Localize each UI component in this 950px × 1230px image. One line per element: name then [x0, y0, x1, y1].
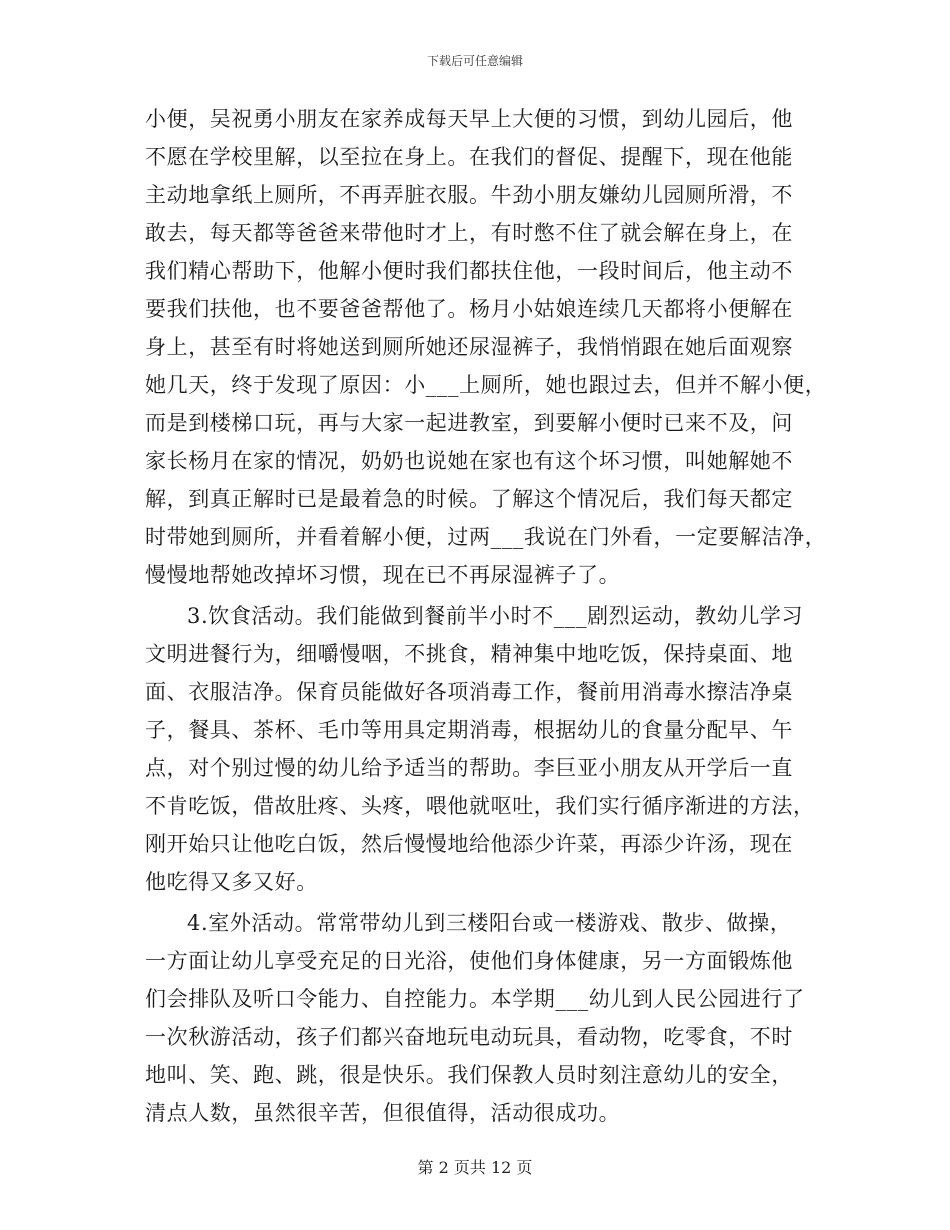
text-line: 小便，吴祝勇小朋友在家养成每天早上大便的习惯，到幼儿园后，他 [145, 107, 793, 131]
text-line: 清点人数，虽然很辛苦，但很值得，活动很成功。 [145, 1101, 621, 1125]
text-line: 地叫、笑、跑、跳，很是快乐。我们保教人员时刻注意幼儿的安全， [145, 1063, 793, 1087]
text-line: 文明进餐行为，细嚼慢咽，不挑食，精神集中地吃饭，保持桌面、地 [145, 642, 793, 666]
text-line: 主动地拿纸上厕所，不再弄脏衣服。牛劲小朋友嫌幼儿园厕所滑，不 [145, 183, 793, 207]
text-line: 而是到楼梯口玩，再与大家一起进教室，到要解小便时已来不及，问 [145, 411, 793, 435]
text-line: 不愿在学校里解，以至拉在身上。在我们的督促、提醒下，现在他能 [145, 145, 793, 169]
page-number-footer: 第 2 页共 12 页 [417, 1158, 533, 1177]
text-line: 刚开始只让他吃白饭，然后慢慢地给他添少许菜，再添少许汤，现在 [145, 832, 793, 856]
paragraph-first-line: 3.饮食活动。我们能做到餐前半小时不___剧烈运动，教幼儿学习 [187, 604, 804, 628]
text-line: 点，对个别过慢的幼儿给予适当的帮助。李巨亚小朋友从开学后一直 [145, 756, 793, 780]
text-line: 一次秋游活动，孩子们都兴奋地玩电动玩具，看动物，吃零食，不时 [145, 1025, 793, 1049]
page-header: 下载后可任意编辑 [426, 54, 523, 68]
text-line: 子，餐具、茶杯、毛巾等用具定期消毒，根据幼儿的食量分配早、午 [145, 718, 793, 742]
text-line: 她几天，终于发现了原因：小___上厕所，她也跟过去，但并不解小便， [145, 373, 827, 397]
text-line: 他吃得又多又好。 [145, 870, 318, 894]
text-line: 身上，甚至有时将她送到厕所她还尿湿裤子，我悄悄跟在她后面观察 [145, 335, 793, 359]
text-line: 解，到真正解时已是最着急的时候。了解这个情况后，我们每天都定 [145, 487, 793, 511]
text-line: 慢慢地帮她改掉坏习惯，现在已不再尿湿裤子了。 [145, 563, 621, 587]
text-line: 们会排队及听口令能力、自控能力。本学期___幼儿到人民公园进行了 [145, 987, 805, 1011]
text-line: 敢去，每天都等爸爸来带他时才上，有时憋不住了就会解在身上，在 [145, 221, 793, 245]
text-line: 时带她到厕所，并看着解小便，过两___我说在门外看，一定要解洁净， [145, 525, 827, 549]
paragraph-first-line: 4.室外活动。常常带幼儿到三楼阳台或一楼游戏、散步、做操， [187, 911, 792, 935]
text-line: 不肯吃饭，借故肚疼、头疼，喂他就呕吐，我们实行循序渐进的方法， [145, 794, 815, 818]
text-line: 要我们扶他，也不要爸爸帮他了。杨月小姑娘连续几天都将小便解在 [145, 297, 793, 321]
text-line: 一方面让幼儿享受充足的日光浴，使他们身体健康，另一方面锻炼他 [145, 949, 793, 973]
text-line: 家长杨月在家的情况，奶奶也说她在家也有这个坏习惯，叫她解她不 [145, 449, 793, 473]
text-line: 面、衣服洁净。保育员能做好各项消毒工作，餐前用消毒水擦洁净桌 [145, 680, 793, 704]
text-line: 我们精心帮助下，他解小便时我们都扶住他，一段时间后，他主动不 [145, 259, 793, 283]
